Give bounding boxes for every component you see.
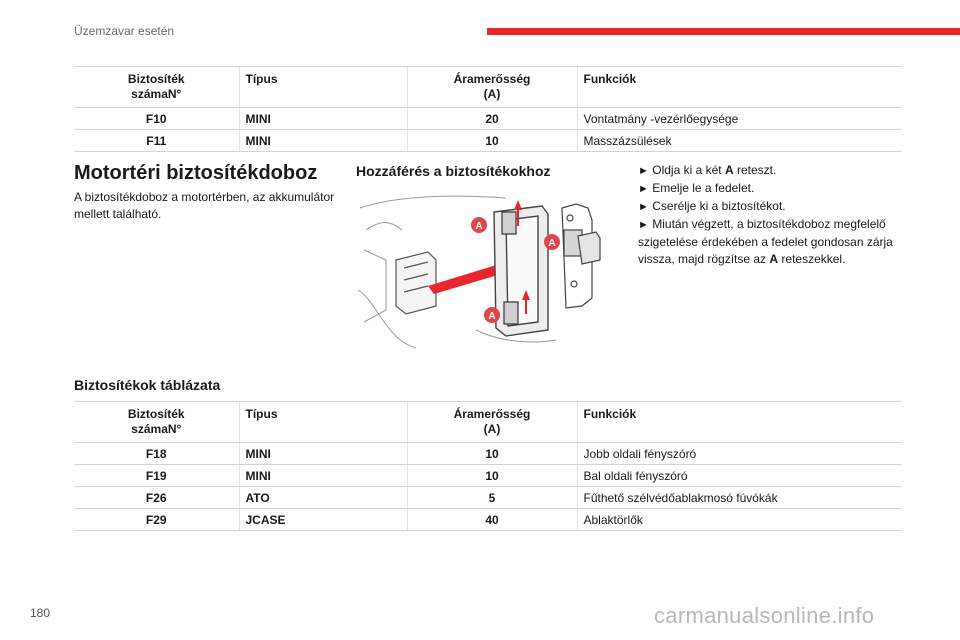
page-number: 180	[30, 606, 51, 620]
table-row	[74, 509, 902, 531]
table-row	[74, 487, 902, 509]
cell-function: Fűthető szélvédőablakmosó fúvókák	[577, 487, 902, 509]
cell-function: Masszázsülések	[577, 130, 902, 152]
header-type: Típus	[239, 402, 407, 443]
cell-fuse-number: F11	[74, 130, 239, 152]
step-marker-icon: ►	[638, 219, 649, 231]
cell-fuse-number: F29	[74, 509, 239, 531]
header-functions: Funkciók	[577, 402, 902, 443]
watermark: carmanualsonline.info	[654, 603, 875, 628]
step-marker-icon: ►	[638, 201, 649, 213]
cell-fuse-number: F10	[74, 108, 239, 130]
cell-amperage: 10	[407, 465, 577, 487]
chapter-color-bar	[487, 28, 960, 35]
table-header-row	[74, 67, 902, 108]
cell-type: MINI	[239, 130, 407, 152]
step-marker-icon: ►	[638, 165, 649, 177]
cell-type: MINI	[239, 108, 407, 130]
step-item: ► Emelje le a fedelet.	[638, 181, 755, 195]
cell-amperage: 5	[407, 487, 577, 509]
step-item: ► Miután végzett, a biztosítékdoboz megfelelő szigetelése érdekében a fedelet gondosan zárja vissza, majd rögzítse az A reteszekkel.	[638, 217, 893, 266]
table-row	[74, 108, 902, 130]
svg-text:A: A	[475, 221, 483, 232]
header-fuse-number: Biztosíték számaN°	[74, 402, 239, 443]
cell-function: Ablaktörlők	[577, 509, 902, 531]
access-title: Hozzáférés a biztosítékokhoz	[356, 163, 551, 179]
table-row	[74, 130, 902, 152]
fusebox-illustration	[356, 190, 612, 350]
section-text: A biztosítékdoboz a motortérben, az akkumulátor mellett található.	[74, 190, 335, 221]
svg-text:A: A	[488, 311, 496, 322]
cell-function: Bal oldali fényszóró	[577, 465, 902, 487]
cell-amperage: 10	[407, 443, 577, 465]
table-row	[74, 443, 902, 465]
access-steps	[638, 162, 906, 268]
cell-fuse-number: F18	[74, 443, 239, 465]
header-functions: Funkciók	[577, 67, 902, 108]
section-title: Motortéri biztosítékdoboz	[74, 162, 318, 184]
cell-amperage: 20	[407, 108, 577, 130]
running-head: Üzemzavar esetén	[74, 24, 175, 38]
header-fuse-number: Biztosíték számaN°	[74, 67, 239, 108]
cell-type: MINI	[239, 443, 407, 465]
fuse-table-top	[74, 66, 902, 152]
table-header-row	[74, 402, 902, 443]
header-type: Típus	[239, 67, 407, 108]
cell-fuse-number: F19	[74, 465, 239, 487]
svg-text:A: A	[548, 238, 556, 249]
cell-fuse-number: F26	[74, 487, 239, 509]
cell-type: MINI	[239, 465, 407, 487]
cell-type: ATO	[239, 487, 407, 509]
step-item: ► Cserélje ki a biztosítékot.	[638, 199, 786, 213]
table-row	[74, 465, 902, 487]
cell-function: Vontatmány -vezérlőegysége	[577, 108, 902, 130]
header-amperage: Áramerősség (A)	[407, 67, 577, 108]
header-amperage: Áramerősség (A)	[407, 402, 577, 443]
cell-function: Jobb oldali fényszóró	[577, 443, 902, 465]
fuse-table-title: Biztosítékok táblázata	[74, 377, 221, 393]
cell-type: JCASE	[239, 509, 407, 531]
step-item: ► Oldja ki a két A reteszt.	[638, 163, 777, 177]
fuse-table-main	[74, 401, 902, 531]
cell-amperage: 10	[407, 130, 577, 152]
step-marker-icon: ►	[638, 183, 649, 195]
cell-amperage: 40	[407, 509, 577, 531]
